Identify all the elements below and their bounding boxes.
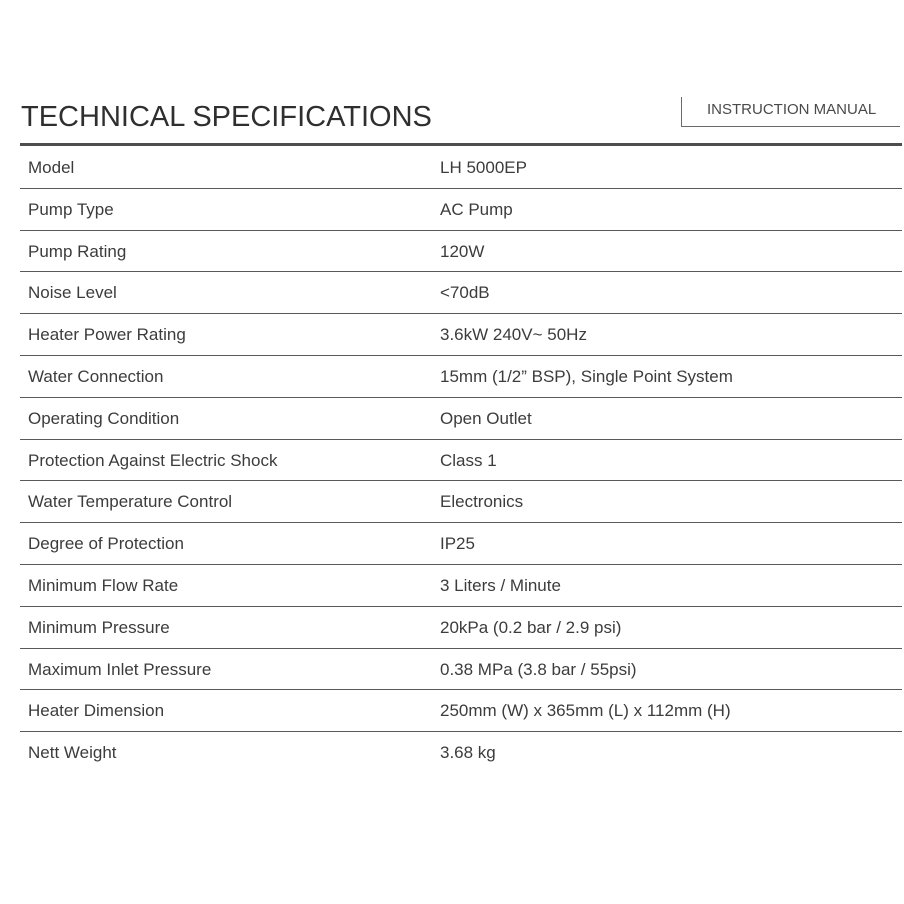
spec-row-protection-electric-shock: [20, 440, 902, 482]
spec-label: Model: [28, 158, 75, 177]
spec-row-noise-level: [20, 272, 902, 314]
spec-row-model: [20, 147, 902, 189]
spec-value: Open Outlet: [440, 408, 532, 428]
spec-value: 0.38 MPa (3.8 bar / 55psi): [440, 659, 637, 679]
spec-label: Pump Rating: [28, 241, 127, 261]
specifications-table: [20, 147, 902, 774]
spec-value: 3 Liters / Minute: [440, 575, 561, 595]
spec-row-pump-rating: [20, 231, 902, 273]
spec-value: AC Pump: [440, 199, 513, 219]
spec-row-pump-type: [20, 189, 902, 231]
spec-row-heater-power-rating: [20, 314, 902, 356]
spec-label: Minimum Pressure: [28, 617, 170, 637]
spec-label: Water Temperature Control: [28, 492, 233, 512]
spec-value: 120W: [440, 241, 485, 261]
spec-label: Heater Power Rating: [28, 325, 186, 345]
spec-row-nett-weight: [20, 732, 902, 774]
spec-row-operating-condition: [20, 398, 902, 440]
spec-row-maximum-inlet-pressure: [20, 649, 902, 691]
spec-value: <70dB: [440, 283, 490, 303]
spec-row-degree-of-protection: [20, 523, 902, 565]
spec-label: Minimum Flow Rate: [28, 575, 179, 595]
spec-label: Degree of Protection: [28, 534, 184, 554]
spec-label: Operating Condition: [28, 408, 180, 428]
spec-label: Nett Weight: [28, 743, 117, 763]
spec-row-minimum-pressure: [20, 607, 902, 649]
spec-label: Pump Type: [28, 199, 114, 219]
spec-label: Heater Dimension: [28, 701, 165, 721]
spec-value: IP25: [440, 534, 475, 554]
spec-label: Noise Level: [28, 283, 117, 303]
spec-label: Maximum Inlet Pressure: [28, 659, 212, 679]
spec-value: Class 1: [440, 450, 497, 470]
spec-row-heater-dimension: [20, 690, 902, 732]
instruction-manual-label: INSTRUCTION MANUAL: [707, 101, 877, 118]
spec-value: 250mm (W) x 365mm (L) x 112mm (H): [440, 701, 731, 721]
page-title: TECHNICAL SPECIFICATIONS: [21, 101, 432, 133]
header-divider: [20, 143, 902, 146]
instruction-manual-tab: [681, 97, 900, 127]
spec-value: 3.68 kg: [440, 743, 496, 763]
spec-value: Electronics: [440, 492, 524, 512]
spec-value: 15mm (1/2” BSP), Single Point System: [440, 366, 733, 386]
spec-row-minimum-flow-rate: [20, 565, 902, 607]
spec-label: Water Connection: [28, 366, 164, 386]
spec-row-water-connection: [20, 356, 902, 398]
spec-label: Protection Against Electric Shock: [28, 450, 278, 470]
spec-value: 3.6kW 240V~ 50Hz: [440, 325, 587, 345]
spec-row-water-temperature-control: [20, 481, 902, 523]
spec-value: LH 5000EP: [440, 158, 527, 177]
spec-value: 20kPa (0.2 bar / 2.9 psi): [440, 617, 622, 637]
